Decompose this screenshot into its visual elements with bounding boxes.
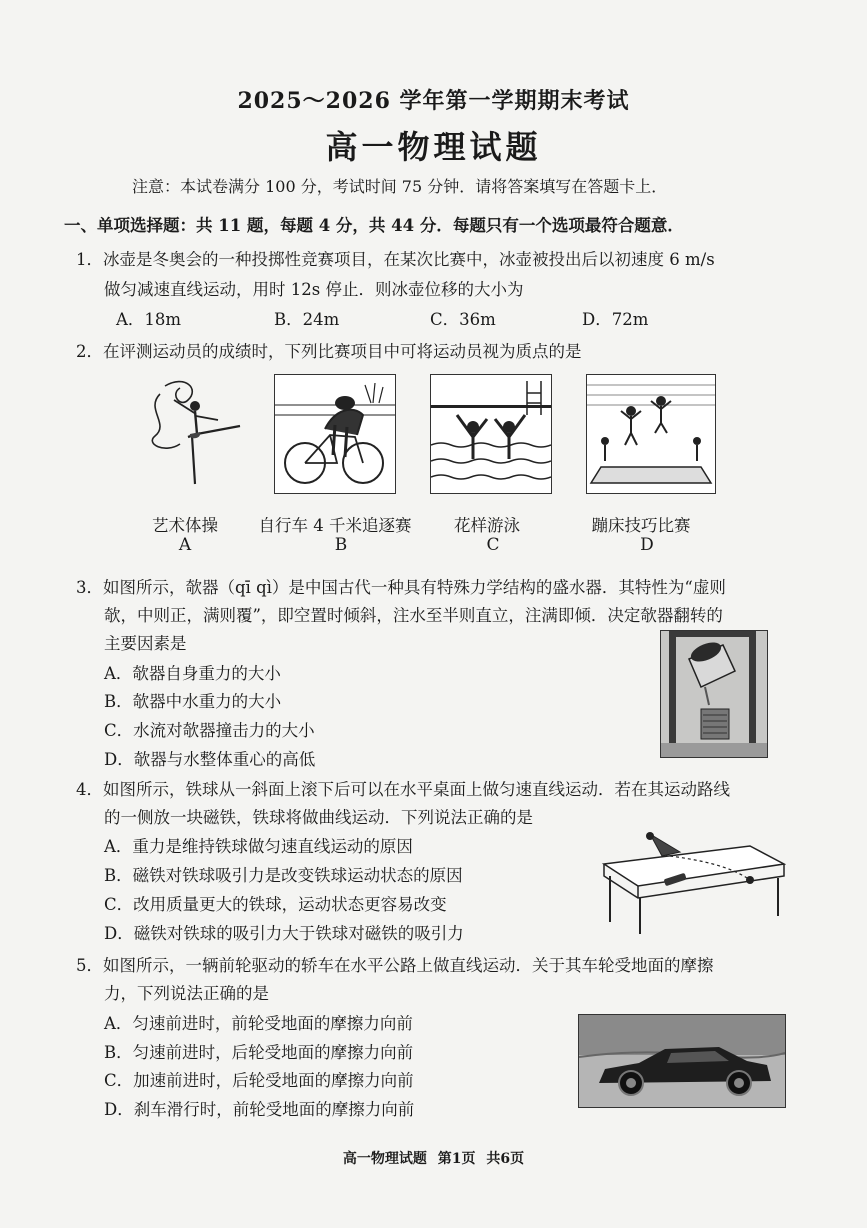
figure-rhythmic-gymnastics bbox=[140, 374, 250, 492]
figure-d-letter[interactable]: D bbox=[640, 535, 654, 555]
question-1-line-1: 1．冰壶是冬奥会的一种投掷性竞赛项目，在某次比赛中，冰壶被投出后以初速度 6 m/s bbox=[76, 250, 715, 269]
question-1-option-b[interactable]: B．24m bbox=[274, 310, 340, 329]
figure-b-caption: 自行车 4 千米追逐赛 bbox=[258, 516, 412, 535]
section-heading: 一、单项选择题：共 11 题，每题 4 分，共 44 分．每题只有一个选项最符合题意． bbox=[64, 216, 684, 235]
question-3-line-3: 主要因素是 bbox=[104, 634, 187, 653]
question-5-line-2: 力，下列说法正确的是 bbox=[104, 984, 269, 1003]
question-4-option-b[interactable]: B．磁铁对铁球吸引力是改变铁球运动状态的原因 bbox=[104, 866, 463, 885]
question-4-line-1: 4．如图所示，铁球从一斜面上滚下后可以在水平桌面上做匀速直线运动．若在其运动路线 bbox=[76, 780, 730, 799]
question-4-line-2: 的一侧放一块磁铁，铁球将做曲线运动．下列说法正确的是 bbox=[104, 808, 533, 827]
page-footer: 高一物理试题 第1页 共6页 bbox=[342, 1151, 525, 1167]
question-4-option-c[interactable]: C．改用质量更大的铁球，运动状态更容易改变 bbox=[104, 895, 447, 914]
exam-title: 2025～2026 学年第一学期期末考试 bbox=[237, 88, 630, 114]
question-5-line-1: 5．如图所示，一辆前轮驱动的轿车在水平公路上做直线运动．关于其车轮受地面的摩擦 bbox=[76, 956, 714, 975]
question-3-option-b[interactable]: B．欹器中水重力的大小 bbox=[104, 692, 282, 711]
question-5-option-d[interactable]: D．刹车滑行时，前轮受地面的摩擦力向前 bbox=[104, 1100, 415, 1119]
figure-qiqi-vessel bbox=[660, 630, 768, 758]
question-5-option-a[interactable]: A．匀速前进时，前轮受地面的摩擦力向前 bbox=[104, 1014, 413, 1033]
question-1-line-2: 做匀减速直线运动，用时 12s 停止．则冰壶位移的大小为 bbox=[104, 280, 524, 299]
question-3-line-1: 3．如图所示，欹器（qī qì）是中国古代一种具有特殊力学结构的盛水器．其特性为“虚则 bbox=[76, 578, 726, 597]
figure-cycling bbox=[274, 374, 396, 494]
exam-note: 注意：本试卷满分 100 分，考试时间 75 分钟．请将答案填写在答题卡上． bbox=[132, 177, 668, 196]
question-5-option-c[interactable]: C．加速前进时，后轮受地面的摩擦力向前 bbox=[104, 1071, 414, 1090]
question-3-option-d[interactable]: D．欹器与水整体重心的高低 bbox=[104, 750, 316, 769]
question-1-option-d[interactable]: D．72m bbox=[582, 310, 649, 329]
question-1-option-a[interactable]: A．18m bbox=[116, 310, 182, 329]
figure-a-caption: 艺术体操 bbox=[152, 516, 218, 535]
figure-b-letter[interactable]: B bbox=[334, 535, 348, 555]
figure-synchronized-swimming bbox=[430, 374, 552, 494]
question-1-option-c[interactable]: C．36m bbox=[430, 310, 496, 329]
figure-c-letter[interactable]: C bbox=[486, 535, 500, 555]
figure-c-caption: 花样游泳 bbox=[454, 516, 520, 535]
question-3-option-a[interactable]: A．欹器自身重力的大小 bbox=[104, 664, 281, 683]
figure-iron-ball-table bbox=[600, 826, 786, 936]
figure-trampoline bbox=[586, 374, 716, 494]
question-4-option-d[interactable]: D．磁铁对铁球的吸引力大于铁球对磁铁的吸引力 bbox=[104, 924, 464, 943]
question-2-line-1: 2．在评测运动员的成绩时，下列比赛项目中可将运动员视为质点的是 bbox=[76, 342, 582, 361]
question-3-option-c[interactable]: C．水流对欹器撞击力的大小 bbox=[104, 721, 315, 740]
figure-d-caption: 蹦床技巧比赛 bbox=[591, 516, 691, 535]
figure-a-letter[interactable]: A bbox=[178, 535, 192, 555]
question-4-option-a[interactable]: A．重力是维持铁球做匀速直线运动的原因 bbox=[104, 837, 413, 856]
question-3-line-2: 欹，中则正，满则覆”，即空置时倾斜，注水至半则直立，注满即倾．决定欹器翻转的 bbox=[104, 606, 723, 625]
question-5-option-b[interactable]: B．匀速前进时，后轮受地面的摩擦力向前 bbox=[104, 1043, 414, 1062]
subject-title: 高一物理试题 bbox=[325, 128, 542, 166]
figure-front-wheel-drive-car bbox=[578, 1014, 786, 1108]
